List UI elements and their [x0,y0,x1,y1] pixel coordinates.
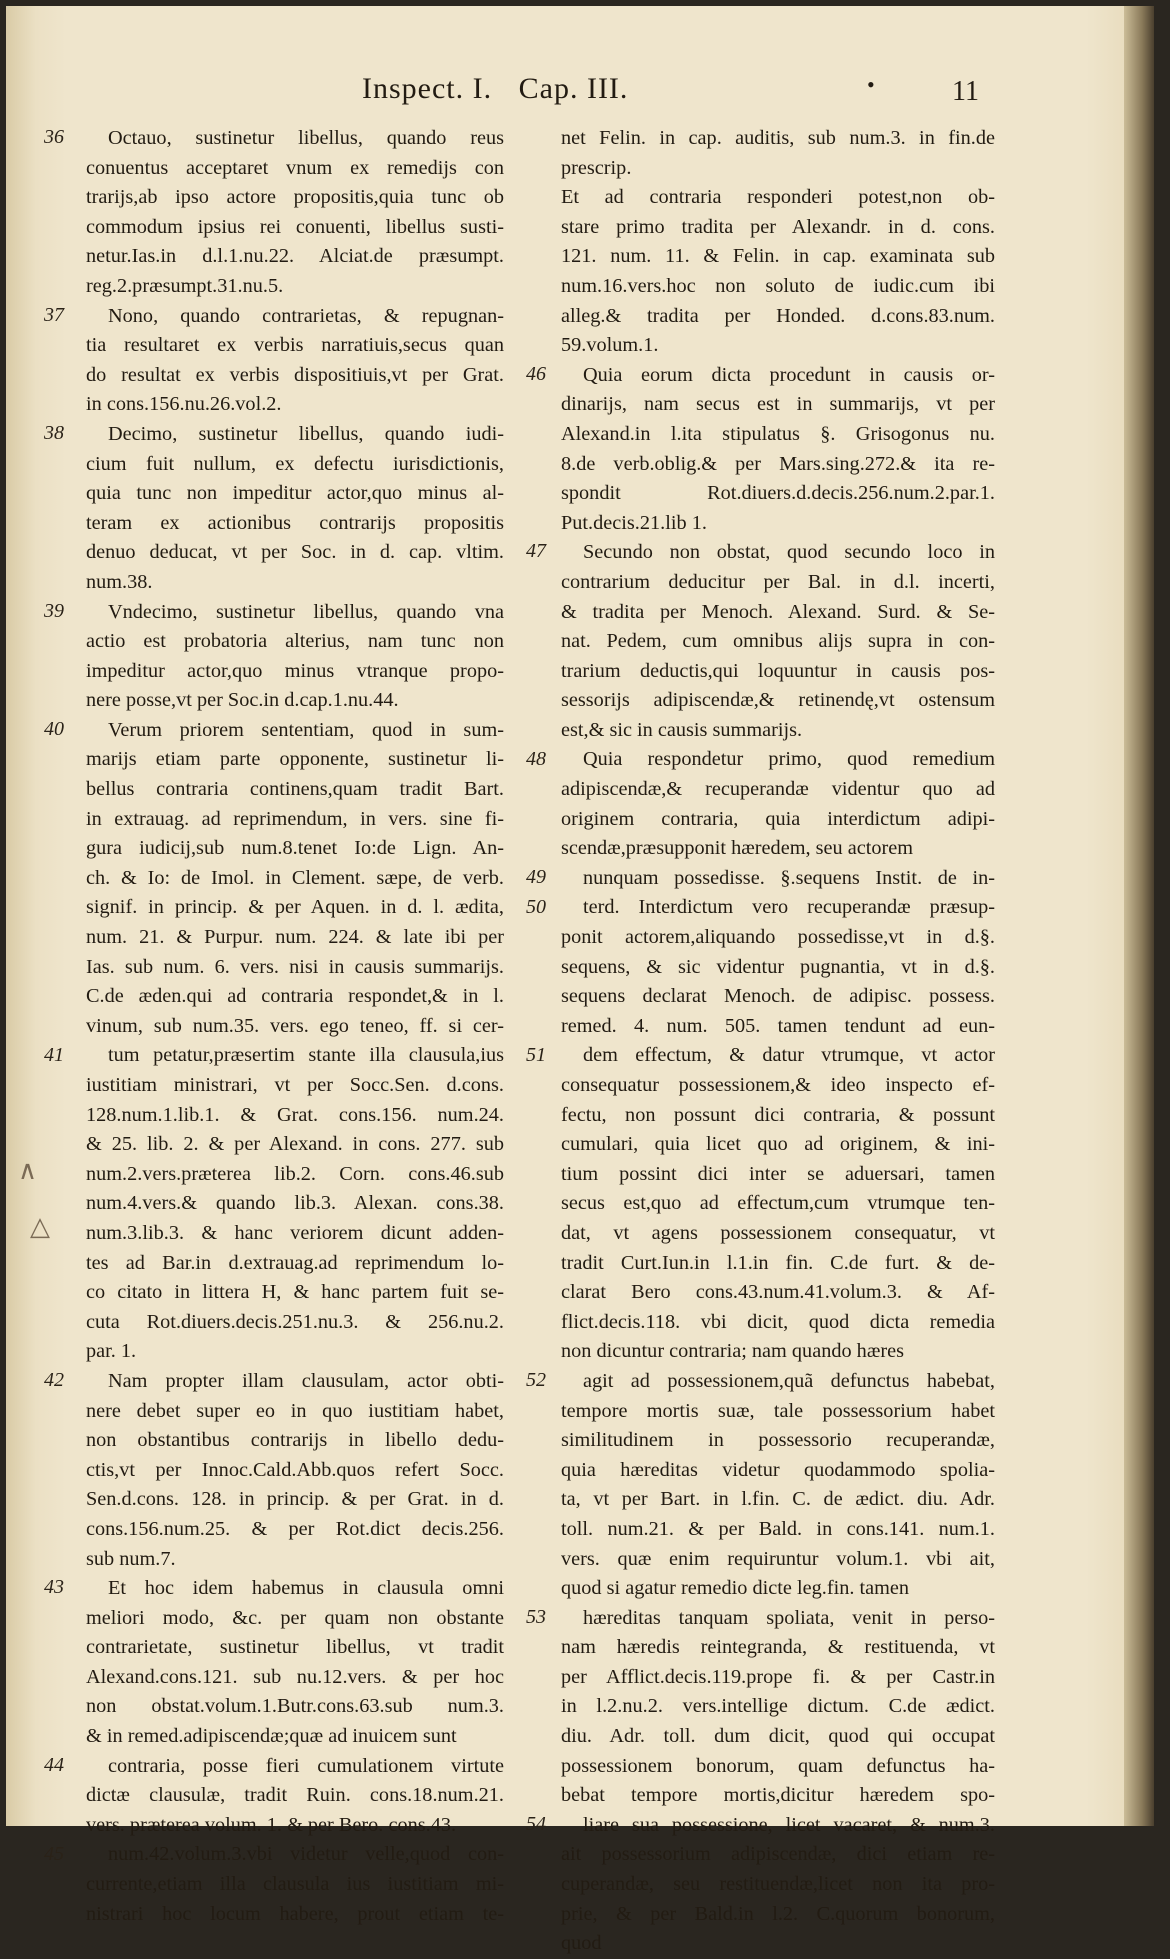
text-line: consequatur possessionem,& ideo inspecto ef- [561,1074,995,1096]
chapter-label: Cap. III. [518,72,629,105]
text-line: terd. Interdictum vero recuperandæ præsup- [583,896,995,919]
text-line: 121. num. 11. & Felin. in cap. examinata sub [561,245,995,268]
margin-pencil-mark: ∧ [18,1156,38,1185]
text-line: dinarijs, nam secus est in summarijs, vt per [561,393,995,416]
text-line: in extrauag. ad reprimendum, in vers. sine fi- [86,807,504,830]
text-line: num.4.vers.& quando lib.3. Alexan. cons.38. [86,1192,504,1215]
marginal-paragraph-number: 53 [526,1606,546,1628]
text-line: secus est,quo ad effectum,cum vtrumque ten- [561,1192,995,1215]
marginal-paragraph-number: 46 [526,362,546,385]
text-line: Verum priorem sententiam, quod in sum- [108,718,504,741]
text-line: & 25. lib. 2. & per Alexand. in cons. 277. sub [86,1133,504,1156]
text-line: contrarium deducitur per Bal. in d.l. incerti, [561,570,995,593]
text-line: fectu, non possunt dici contraria, & possunt [561,1103,995,1126]
text-line: Sen.d.cons. 128. in princip. & per Grat. in d. [86,1488,504,1511]
text-line: num.38. [86,570,153,593]
text-line: Et ad contraria responderi potest,non ob- [561,186,995,209]
text-line: impeditur actor,quo minus vtranque propo- [86,659,504,682]
text-line: dictæ clausulæ, tradit Ruin. cons.18.num.21. [86,1784,504,1807]
text-line: sub num.7. [86,1547,176,1570]
text-line: currente,etiam illa clausula ius iustitiam mi- [86,1873,504,1896]
text-line: non obstat.volum.1.Butr.cons.63.sub num.3. [86,1695,504,1718]
text-line: Put.decis.21.lib 1. [561,511,707,534]
text-line: Nono, quando contrarietas, & repugnan- [108,304,504,327]
text-line: ta, vt per Bart. in l.fin. C. de ædict. diu. Adr. [561,1488,995,1511]
text-line: Et hoc idem habemus in clausula omni [108,1577,504,1600]
text-line: sequens, & sic videntur pugnantia, vt in d.§. [561,955,995,978]
text-line: trarium deductis,qui loquuntur in causis pos- [561,659,995,682]
marginal-paragraph-number: 47 [526,540,546,563]
text-line: contrarietate, sustinetur libellus, vt tradit [86,1636,504,1659]
text-line: Decimo, sustinetur libellus, quando iudi- [108,422,504,445]
book-spine [1124,6,1154,1826]
text-line: gura iudicij,sub num.8.tenet Io:de Lign. An- [86,837,504,860]
text-line: cumulari, quia licet quo ad originem, & ini- [561,1133,995,1156]
text-line: Quia eorum dicta procedunt in causis or- [583,363,995,386]
marginal-paragraph-number: 54 [526,1813,546,1836]
text-line: stare primo tradita per Alexandr. in d. cons. [561,215,995,238]
text-line: teram ex actionibus contrarijs propositis [86,511,504,534]
header-ornament: • [867,72,876,97]
text-line: Octauo, sustinetur libellus, quando reus [108,127,504,149]
text-line: nere posse,vt per Soc.in d.cap.1.nu.44. [86,689,399,712]
text-line: tium possint dici inter se aduersari, tamen [561,1162,995,1185]
text-line: ctis,vt per Innoc.Cald.Abb.quos refert Socc. [86,1458,504,1481]
text-line: tia resultaret ex verbis narratiuis,secus quan [86,334,504,357]
text-line: & in remed.adipiscendæ;quæ ad inuicem sunt [86,1725,457,1748]
marginal-paragraph-number: 44 [44,1754,64,1776]
text-line: co citato in littera H, & hanc partem fuit se- [86,1281,504,1304]
text-line: est,& sic in causis summarijs. [561,718,803,741]
text-line: meliori modo, &c. per quam non obstante [86,1606,504,1629]
text-line: ait possessorium adipiscendæ, dici etiam re- [561,1843,995,1866]
marginal-paragraph-number: 51 [526,1043,546,1066]
text-line: quia tunc non impeditur actor,quo minus al- [86,482,504,505]
text-line: Nam propter illam clausulam, actor obti- [108,1369,504,1392]
text-line: originem contraria, quia interdictum adipi- [561,807,995,830]
text-line: ch. & Io: de Imol. in Clement. sæpe, de verb. [86,866,504,889]
marginal-paragraph-number: 45 [44,1842,64,1865]
text-line: 128.num.1.lib.1. & Grat. cons.156. num.24. [86,1103,504,1126]
text-line: Vndecimo, sustinetur libellus, quando vna [108,600,504,623]
marginal-paragraph-number: 36 [44,126,64,148]
text-line: quod si agatur remedio dicte leg.fin. tamen [561,1577,910,1600]
marginal-paragraph-number: 38 [44,422,64,444]
marginal-paragraph-number: 39 [44,599,64,622]
marginal-paragraph-number: 40 [44,718,64,740]
text-line: spondit Rot.diuers.d.decis.256.num.2.par.1. [561,482,995,505]
text-line: vers. quæ enim requiruntur volum.1. vbi ait, [561,1547,995,1570]
text-line: nistrari hoc locum habere, prout etiam te- [86,1902,504,1925]
text-line: denuo deducat, vt per Soc. in d. cap. vltim. [86,541,504,564]
text-line: in l.2.nu.2. vers.intellige dictum. C.de ædict. [561,1695,995,1718]
text-line: quia hæreditas videtur quodammodo spolia- [561,1458,995,1481]
text-line: tempore mortis suæ, tale possessorium habet [561,1399,995,1422]
text-line: nere debet super eo in quo iustitiam habet, [86,1399,504,1422]
marginal-paragraph-number: 43 [44,1576,64,1599]
marginal-paragraph-number: 49 [526,866,546,888]
text-line: non dicuntur contraria; nam quando hæres [561,1340,904,1363]
text-line: net Felin. in cap. auditis, sub num.3. in fin.de [561,127,995,149]
text-line: num.42.volum.3.vbi videtur velle,quod con- [108,1843,504,1866]
text-line: contraria, posse fieri cumulationem virtute [108,1754,504,1777]
page-number: 11 [952,76,979,107]
text-line: cons.156.num.25. & per Rot.dict decis.256. [86,1517,504,1540]
text-line: in cons.156.nu.26.vol.2. [86,393,282,416]
text-line: toll. num.21. & per Bald. in cons.141. num.1. [561,1517,995,1540]
text-line: nunquam possedisse. §.sequens Instit. de in- [583,866,995,889]
text-line: cium fuit nullum, ex defectu iurisdictionis, [86,452,504,475]
text-line: non obstantibus contrarijs in libello dedu- [86,1429,504,1452]
text-line: possessionem bonorum, quam defunctus ha- [561,1754,995,1777]
running-header [362,72,876,106]
book-page [6,6,1154,1955]
text-line: prescrip. [561,156,632,179]
text-line: prie, & per Bald.in l.2. C.quorum bonorum, [561,1902,995,1925]
marginal-paragraph-number: 42 [44,1369,64,1392]
right-text-column [561,124,995,1959]
text-line: bebat tempore mortis,dicitur hæredem spo- [561,1784,995,1807]
text-line: sequens declarat Menoch. de adipisc. possess. [561,985,995,1008]
margin-pencil-triangle: △ [30,1212,50,1241]
text-line: netur.Ias.in d.l.1.nu.22. Alciat.de præsumpt. [86,245,504,268]
text-line: diu. Adr. toll. dum dicit, quod qui occupat [561,1725,995,1748]
text-line: scendæ,præsupponit hæredem, seu actorem [561,837,914,860]
text-line: clarat Bero cons.43.num.41.volum.3. & Af- [561,1281,995,1304]
text-line: per Afflict.decis.119.prope fi. & per Castr.in [561,1665,995,1688]
text-line: actio est probatoria alterius, nam tunc non [86,630,504,653]
text-line: iustitiam ministrari, vt per Socc.Sen. d.cons. [86,1074,504,1096]
text-line: Secundo non obstat, quod secundo loco in [583,541,995,564]
text-line: vinum, sub num.35. vers. ego teneo, ff. si cer- [86,1014,504,1037]
text-line: conuentus acceptaret vnum ex remedijs con [86,156,504,179]
text-line: liare sua possessione, licet vacaret, & num.3. [583,1813,995,1836]
text-line: num.16.vers.hoc non soluto de iudic.cum ibi [561,274,995,297]
text-line: flict.decis.118. vbi dicit, quod dicta remedia [561,1310,995,1333]
text-line: bellus contraria continens,quam tradit Bart. [86,778,504,801]
text-line: Quia respondetur primo, quod remedium [583,748,995,771]
text-line: par. 1. [86,1340,137,1363]
text-line: trarijs,ab ipso actore propositis,quia tunc ob [86,186,504,209]
text-line: adipiscendæ,& recuperandæ videntur quo ad [561,778,995,801]
running-title: Inspect. I. [362,72,493,105]
text-line: similitudinem in possessorio recuperandæ, [561,1429,995,1452]
text-line: tes ad Bar.in d.extrauag.ad reprimendum lo- [86,1251,504,1274]
text-line: remed. 4. num. 505. tamen tendunt ad eun- [561,1014,995,1037]
text-line: agit ad possessionem,quã defunctus habebat, [583,1369,995,1392]
text-line: 59.volum.1. [561,334,659,357]
text-line: commodum ipsius rei conuenti, libellus susti- [86,215,504,238]
marginal-paragraph-number: 41 [44,1043,64,1066]
text-line: tradit Curt.Iun.in l.1.in fin. C.de furt. & de- [561,1251,995,1274]
text-line: & tradita per Menoch. Alexand. Surd. & Se- [561,600,995,623]
text-line: reg.2.præsumpt.31.nu.5. [86,274,284,297]
text-line: marijs etiam parte opponente, sustinetur li- [86,748,504,771]
text-line: nam hæredis reintegranda, & restituenda, vt [561,1636,995,1659]
marginal-paragraph-number: 50 [526,895,546,918]
text-line: tum petatur,præsertim stante illa clausula,ius [108,1044,504,1067]
text-line: cuperandæ, seu restituendæ,licet non ita pro- [561,1873,995,1896]
text-line: Ias. sub num. 6. vers. nisi in causis summarijs. [86,955,504,978]
text-line: signif. in princip. & per Aquen. in d. l. ædita, [86,896,504,919]
left-text-column [86,124,504,1929]
text-line: hæreditas tanquam spoliata, venit in perso- [583,1606,995,1629]
text-line: vers. præterea volum. 1. & per Bero. cons.43. [86,1813,457,1836]
marginal-paragraph-number: 48 [526,747,546,770]
marginal-paragraph-number: 52 [526,1369,546,1392]
text-line: cuta Rot.diuers.decis.251.nu.3. & 256.nu.2. [86,1310,504,1333]
text-line: C.de æden.qui ad contraria respondet,& in l. [86,985,504,1008]
text-line: dem effectum, & datur vtrumque, vt actor [583,1044,995,1067]
text-line: dat, vt agens possessionem consequatur, vt [561,1221,995,1244]
text-line: num.2.vers.præterea lib.2. Corn. cons.46.sub [86,1162,504,1185]
text-line: quod [561,1932,602,1955]
marginal-paragraph-number: 37 [44,303,64,326]
text-line: ponit actorem,aliquando possedisse,vt in d.§. [561,926,995,949]
text-line: do resultat ex verbis dispositiuis,vt per Grat. [86,363,504,386]
text-line: nat. Pedem, cum omnibus alijs supra in con- [561,630,995,653]
text-line: num.3.lib.3. & hanc veriorem dicunt adden- [86,1221,504,1244]
text-line: alleg.& tradita per Honded. d.cons.83.num. [561,304,995,327]
text-line: sessorijs adipiscendæ,& retinendę,vt ostensum [561,689,995,712]
text-line: num. 21. & Purpur. num. 224. & late ibi per [86,926,504,949]
text-line: 8.de verb.oblig.& per Mars.sing.272.& ita re- [561,452,995,475]
text-line: Alexand.cons.121. sub nu.12.vers. & per hoc [86,1665,504,1688]
text-line: Alexand.in l.ita stipulatus §. Grisogonus nu. [561,422,995,445]
